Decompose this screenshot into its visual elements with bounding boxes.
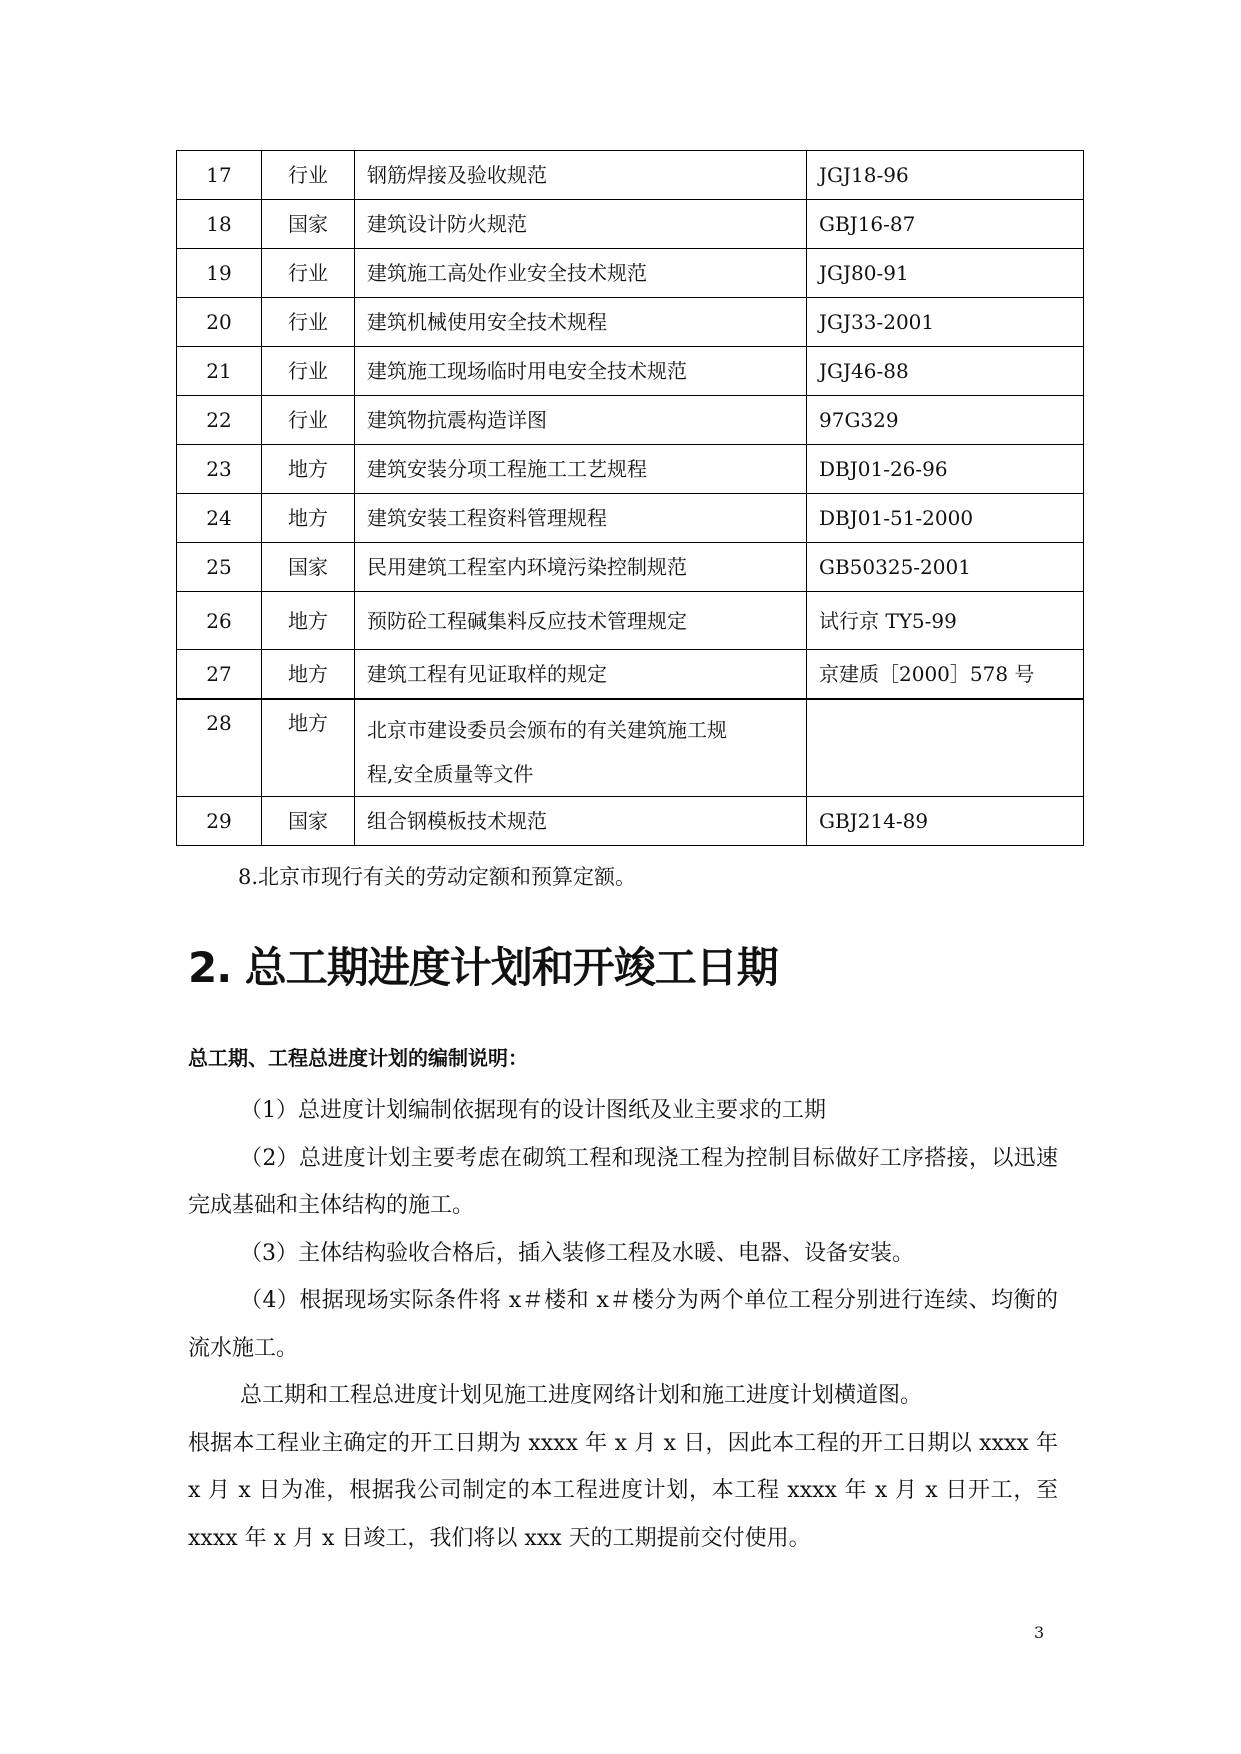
section-heading: 2. 总工期进度计划和开竣工日期 bbox=[188, 943, 778, 992]
standards-table bbox=[176, 150, 1084, 846]
row-standard-code: JGJ33-2001 bbox=[807, 298, 1084, 347]
row-standard-code: GBJ16-87 bbox=[807, 200, 1084, 249]
row-number: 19 bbox=[177, 249, 262, 298]
row-number: 21 bbox=[177, 347, 262, 396]
row-level: 地方 bbox=[262, 445, 355, 494]
row-standard-name: 建筑安装工程资料管理规程 bbox=[355, 494, 807, 543]
table-row bbox=[177, 347, 1084, 396]
row-level: 行业 bbox=[262, 249, 355, 298]
table-row bbox=[177, 797, 1084, 846]
table-row bbox=[177, 298, 1084, 347]
row-number: 29 bbox=[177, 797, 262, 846]
row-standard-name: 建筑设计防火规范 bbox=[355, 200, 807, 249]
row-level: 行业 bbox=[262, 347, 355, 396]
row-level: 国家 bbox=[262, 200, 355, 249]
row-number: 20 bbox=[177, 298, 262, 347]
page-number: 3 bbox=[1034, 1623, 1045, 1642]
row-standard-code bbox=[807, 699, 1084, 797]
paragraph: （2）总进度计划主要考虑在砌筑工程和现浇工程为控制目标做好工序搭接，以迅速完成基础和主体结构的施工。 bbox=[188, 1145, 1058, 1218]
row-standard-name: 建筑工程有见证取样的规定 bbox=[355, 650, 807, 699]
row-standard-code: 试行京 TY5-99 bbox=[807, 592, 1084, 650]
row-level: 国家 bbox=[262, 797, 355, 846]
row-number: 25 bbox=[177, 543, 262, 592]
table-row bbox=[177, 494, 1084, 543]
row-number: 18 bbox=[177, 200, 262, 249]
row-standard-code: JGJ46-88 bbox=[807, 347, 1084, 396]
row-standard-name: 民用建筑工程室内环境污染控制规范 bbox=[355, 543, 807, 592]
row-standard-code: JGJ80-91 bbox=[807, 249, 1084, 298]
section-subheading: 总工期、工程总进度计划的编制说明： bbox=[188, 1046, 528, 1070]
row-level: 行业 bbox=[262, 151, 355, 200]
paragraph: 总工期和工程总进度计划见施工进度网络计划和施工进度计划横道图。 bbox=[240, 1383, 923, 1408]
paragraph: （4）根据现场实际条件将 x＃楼和 x＃楼分为两个单位工程分别进行连续、均衡的流水施工。 bbox=[188, 1288, 1058, 1361]
row-standard-name: 建筑施工高处作业安全技术规范 bbox=[355, 249, 807, 298]
row-number: 24 bbox=[177, 494, 262, 543]
paragraph: （1）总进度计划编制依据现有的设计图纸及业主要求的工期 bbox=[240, 1098, 826, 1123]
row-standard-name: 建筑安装分项工程施工工艺规程 bbox=[355, 445, 807, 494]
paragraph: 根据本工程业主确定的开工日期为 xxxx 年 x 月 x 日，因此本工程的开工日期以 xxxx 年 x 月 x 日为准，根据我公司制定的本工程进度计划，本工程 xxxx 年 x 月 x 日开工，至 xxxx 年 x 月 x 日竣工，我们将以 xxx 天的工期提前交付使用。 bbox=[188, 1430, 1058, 1551]
row-standard-code: GB50325-2001 bbox=[807, 543, 1084, 592]
row-standard-name: 预防砼工程碱集料反应技术管理规定 bbox=[355, 592, 807, 650]
table-row bbox=[177, 592, 1084, 650]
table-row bbox=[177, 151, 1084, 200]
row-standard-code: 97G329 bbox=[807, 396, 1084, 445]
row-standard-name: 钢筋焊接及验收规范 bbox=[355, 151, 807, 200]
table-row bbox=[177, 699, 1084, 797]
table-row bbox=[177, 445, 1084, 494]
row-standard-name: 建筑机械使用安全技术规程 bbox=[355, 298, 807, 347]
row-standard-code: JGJ18-96 bbox=[807, 151, 1084, 200]
row-standard-name: 组合钢模板技术规范 bbox=[355, 797, 807, 846]
row-standard-name: 建筑物抗震构造详图 bbox=[355, 396, 807, 445]
row-level: 地方 bbox=[262, 650, 355, 699]
list-item-note: 8.北京市现行有关的劳动定额和预算定额。 bbox=[238, 865, 637, 889]
table-row bbox=[177, 249, 1084, 298]
row-number: 28 bbox=[177, 699, 262, 797]
table-row bbox=[177, 543, 1084, 592]
row-level: 行业 bbox=[262, 298, 355, 347]
row-number: 26 bbox=[177, 592, 262, 650]
row-level: 地方 bbox=[262, 494, 355, 543]
row-standard-code: DBJ01-26-96 bbox=[807, 445, 1084, 494]
row-standard-name-line: 程,安全质量等文件 bbox=[367, 761, 534, 786]
row-standard-name-line: 北京市建设委员会颁布的有关建筑施工规 bbox=[367, 717, 727, 742]
row-number: 27 bbox=[177, 650, 262, 699]
row-standard-code: DBJ01-51-2000 bbox=[807, 494, 1084, 543]
row-level: 地方 bbox=[262, 592, 355, 650]
paragraph: （3）主体结构验收合格后，插入装修工程及水暖、电器、设备安装。 bbox=[240, 1240, 914, 1266]
row-number: 22 bbox=[177, 396, 262, 445]
row-standard-name bbox=[355, 699, 807, 797]
table-row bbox=[177, 200, 1084, 249]
row-level: 行业 bbox=[262, 396, 355, 445]
row-standard-code: 京建质［2000］578 号 bbox=[807, 650, 1084, 699]
table-row bbox=[177, 650, 1084, 699]
row-number: 23 bbox=[177, 445, 262, 494]
section-body bbox=[188, 1087, 1058, 1562]
row-standard-code: GBJ214-89 bbox=[807, 797, 1084, 846]
row-number: 17 bbox=[177, 151, 262, 200]
row-level: 地方 bbox=[262, 699, 355, 797]
row-level: 国家 bbox=[262, 543, 355, 592]
table-row bbox=[177, 396, 1084, 445]
row-standard-name: 建筑施工现场临时用电安全技术规范 bbox=[355, 347, 807, 396]
